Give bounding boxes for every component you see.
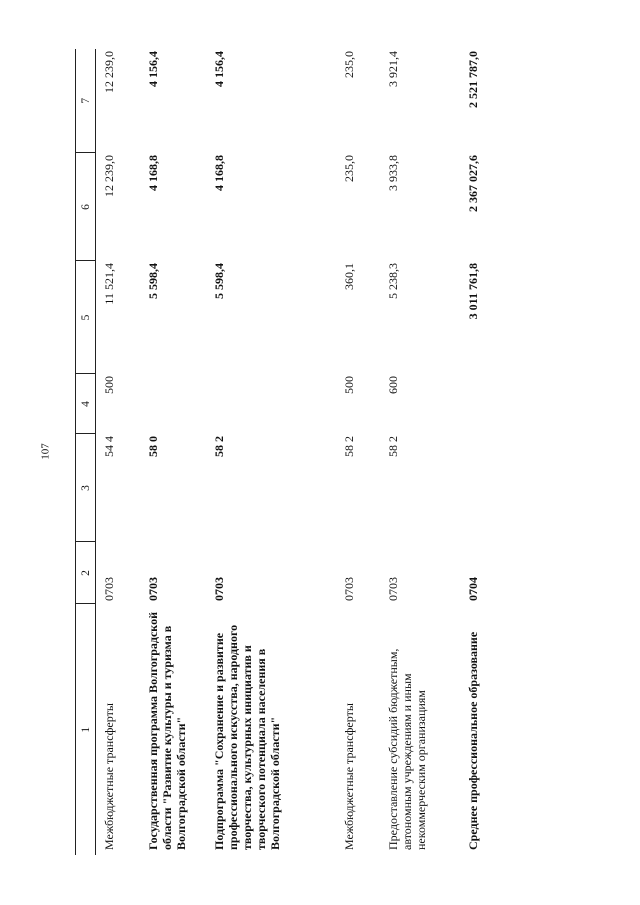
program-code: 54 4	[102, 436, 116, 457]
amount-col5: 5 598,4	[212, 263, 226, 299]
expense-type	[460, 374, 514, 434]
program-code: 58 0	[146, 436, 160, 457]
row-name: Межбюджетные трансферты	[342, 703, 356, 850]
amount-col7: 4 156,4	[212, 51, 226, 87]
expense-type: 500	[102, 376, 116, 394]
budget-table-container	[75, 49, 545, 855]
table-row	[460, 49, 514, 855]
expense-type: 600	[386, 376, 400, 394]
amount-col7: 4 156,4	[146, 51, 160, 87]
amount-col6: 4 168,8	[146, 155, 160, 191]
row-name: Подпрограмма "Сохранение и развитие профессионального искусства, народного творчества, культурных инициатив и творческого потенциала населения в Волгоградской области"	[212, 624, 282, 850]
amount-col5: 11 521,4	[102, 263, 116, 305]
page-number: 107	[39, 443, 52, 460]
row-name: Предоставление субсидий бюджетным, автономным учреждениям и иным некоммерческим организациям	[386, 648, 428, 850]
section-code: 0703	[342, 577, 356, 601]
row-name: Межбюджетные трансферты	[102, 703, 116, 850]
amount-col6: 3 933,8	[386, 155, 400, 191]
amount-col6: 235,0	[342, 155, 356, 182]
column-header-3: 3	[76, 434, 96, 542]
amount-col5: 3 011 761,8	[466, 263, 480, 320]
amount-col6: 2 367 027,6	[466, 155, 480, 212]
table-row	[206, 49, 336, 855]
section-code: 0703	[146, 577, 160, 601]
section-code: 0703	[212, 577, 226, 601]
row-name: Государственная программа Волгоградской области "Развитие культуры и туризма в Волгоградской области"	[146, 612, 188, 850]
amount-col7: 235,0	[342, 51, 356, 78]
table-row	[140, 49, 206, 855]
amount-col7: 3 921,4	[386, 51, 400, 87]
row-name: Среднее профессиональное образование	[466, 631, 480, 850]
program-code	[460, 434, 514, 542]
program-code: 58 2	[386, 436, 400, 457]
amount-col5: 360,1	[342, 263, 356, 290]
expense-type	[206, 374, 336, 434]
program-code: 58 2	[212, 436, 226, 457]
amount-col7: 2 521 787,0	[466, 51, 480, 108]
budget-table	[75, 49, 514, 855]
amount-col6: 12 239,0	[102, 155, 116, 197]
column-header-7: 7	[76, 49, 96, 153]
column-header-4: 4	[76, 374, 96, 434]
table-row	[96, 49, 141, 855]
table-header-row	[76, 49, 96, 855]
expense-type: 500	[342, 376, 356, 394]
table-row	[336, 49, 380, 855]
column-header-6: 6	[76, 153, 96, 261]
program-code: 58 2	[342, 436, 356, 457]
expense-type	[140, 374, 206, 434]
column-header-2: 2	[76, 542, 96, 604]
table-row	[380, 49, 460, 855]
amount-col5: 5 598,4	[146, 263, 160, 299]
amount-col5: 5 238,3	[386, 263, 400, 299]
column-header-1: 1	[76, 604, 96, 855]
column-header-5: 5	[76, 261, 96, 374]
section-code: 0703	[386, 577, 400, 601]
section-code: 0704	[466, 577, 480, 601]
amount-col6: 4 168,8	[212, 155, 226, 191]
section-code: 0703	[102, 577, 116, 601]
amount-col7: 12 239,0	[102, 51, 116, 93]
